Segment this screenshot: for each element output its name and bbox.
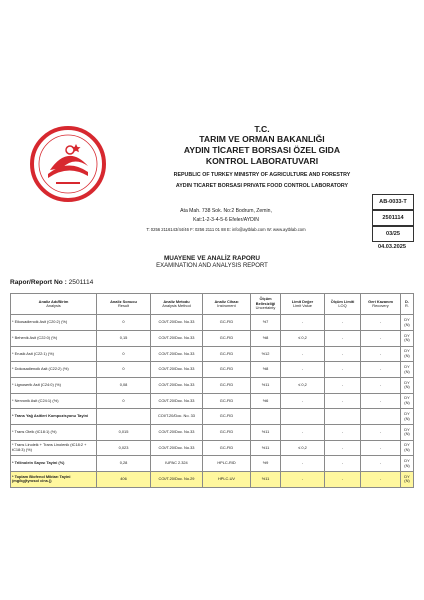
column-header-tr: Ölçüm Belirsizliği	[255, 296, 276, 306]
cell-uncertainty: %6	[251, 393, 281, 409]
cell-limit: -	[281, 393, 325, 409]
address-line-3: T: 0256 2116143/44/46 F: 0256 2111 01 88 E: info@aytblab.com W: www.aytblab.com	[146, 227, 306, 232]
column-header	[325, 294, 361, 315]
header-tc: T.C.	[254, 124, 270, 134]
cell-result: 0,15	[97, 330, 151, 346]
cell-recovery: -	[361, 377, 401, 393]
address-line-1: Ata Mah. 738 Sok. No:2 Bodrum, Zemin,	[180, 208, 272, 214]
column-header	[11, 294, 97, 315]
report-date: 04.03.2025	[378, 244, 406, 250]
column-header-en: Result	[117, 303, 130, 309]
cell-instrument: GC-FID	[203, 425, 251, 441]
cell-uncertainty: %11	[251, 472, 281, 488]
cell-recovery: -	[361, 425, 401, 441]
cell-result: 0	[97, 362, 151, 378]
cell-name: * Erusik Asit (C22:1) (%)	[11, 346, 97, 362]
cell-d: DY (N)	[401, 330, 414, 346]
cell-d: DY (N)	[401, 425, 414, 441]
cell-d: DY (N)	[401, 472, 414, 488]
cell-method: COI/T.20/Doc. No.33	[151, 377, 203, 393]
cell-recovery: -	[361, 393, 401, 409]
table-row	[11, 377, 414, 393]
column-header	[97, 294, 151, 315]
cell-result: 0,08	[97, 377, 151, 393]
report-title-en: EXAMINATION AND ANALYSIS REPORT	[156, 263, 268, 269]
cell-result: 0	[97, 393, 151, 409]
report-title: MUAYENE VE ANALİZ RAPORU	[163, 255, 261, 262]
cell-recovery: -	[361, 315, 401, 331]
cell-instrument: GC-FID	[203, 362, 251, 378]
cell-method: COI/T.20/Doc. No.33	[151, 315, 203, 331]
header-ministry-en: REPUBLIC OF TURKEY MINISTRY OF AGRICULTURE AND FORESTRY	[173, 172, 351, 178]
column-header	[151, 294, 203, 315]
cell-d: DY (N)	[401, 377, 414, 393]
cell-recovery: -	[361, 346, 401, 362]
column-header-tr: D.	[405, 298, 409, 304]
cell-limit: -	[281, 425, 325, 441]
cell-loq	[325, 409, 361, 425]
column-header-tr: Ölçüm Limiti	[330, 298, 355, 304]
column-header-tr: Limit Değer	[291, 298, 314, 304]
column-header-en: Uncertainty	[255, 305, 276, 311]
cell-instrument: GC-FID	[203, 377, 251, 393]
cell-d: DY (N)	[401, 409, 414, 425]
cell-name: * Trans Linoleik + Trans Linolenik (tC18:2 + tC18:3) (%)	[11, 440, 97, 456]
cell-result: 0,023	[97, 440, 151, 456]
cell-name: * Nervonik Asit (C24:1) (%)	[11, 393, 97, 409]
cell-name: * Lignoserik Asit (C24:0) (%)	[11, 377, 97, 393]
cell-d: DY (N)	[401, 393, 414, 409]
table-row	[11, 393, 414, 409]
cell-uncertainty: %8	[251, 330, 281, 346]
table-row	[11, 409, 414, 425]
cell-loq: -	[325, 425, 361, 441]
cell-instrument: GC-FID	[203, 315, 251, 331]
cell-recovery: -	[361, 472, 401, 488]
column-header	[361, 294, 401, 315]
column-header-en: Analysis	[46, 303, 61, 309]
ministry-logo	[30, 126, 106, 202]
table-row	[11, 425, 414, 441]
cell-loq: -	[325, 315, 361, 331]
cell-d: DY (N)	[401, 346, 414, 362]
column-header-tr: Analiz Adı/Birim	[38, 298, 69, 304]
cell-method: COI/T.20/Doc. No.33	[151, 425, 203, 441]
cell-limit: ≤ 0,2	[281, 330, 325, 346]
cell-loq: -	[325, 440, 361, 456]
header-exchange: AYDIN TİCARET BORSASI ÖZEL GIDA	[183, 145, 341, 155]
cell-method: IUPAC 2.324	[151, 456, 203, 472]
table-row	[11, 472, 414, 488]
cell-method: COI/T.20/Doc. No.33	[151, 346, 203, 362]
cell-instrument: GC-FID	[203, 346, 251, 362]
cell-recovery: -	[361, 456, 401, 472]
cell-instrument: GC-FID	[203, 330, 251, 346]
cell-loq: -	[325, 472, 361, 488]
cell-d: DY (N)	[401, 315, 414, 331]
cell-loq: -	[325, 330, 361, 346]
cell-d: DY (N)	[401, 362, 414, 378]
column-header	[203, 294, 251, 315]
cell-limit: -	[281, 346, 325, 362]
cell-name: * Trilinolein Sayısı Tayini (%)	[11, 456, 97, 472]
cell-name: * Dokosadienoik Asit (C22:2) (%)	[11, 362, 97, 378]
table-header-row	[11, 294, 414, 315]
column-header	[281, 294, 325, 315]
cell-recovery	[361, 409, 401, 425]
cell-method: COI/T.20/Doc. No.33	[151, 393, 203, 409]
cell-name: * Behenik Asit (C22:0) (%)	[11, 330, 97, 346]
cell-instrument: HPLC-UV	[203, 472, 251, 488]
report-number-line	[10, 279, 93, 286]
cell-recovery: -	[361, 330, 401, 346]
cell-loq: -	[325, 393, 361, 409]
cell-instrument: GC-FID	[203, 409, 251, 425]
column-header-en: Analysis Method	[162, 303, 191, 309]
column-header-en: Instrument	[217, 303, 236, 309]
table-row	[11, 330, 414, 346]
form-code: AB-0033-T	[372, 194, 414, 210]
cell-method: COI/T.20/Doc. No.33	[151, 440, 203, 456]
column-header-tr: Analiz Cihazı	[214, 298, 239, 304]
cell-method: COI/T.20/Doc. No.33	[151, 330, 203, 346]
column-header-en: Limit Value	[293, 303, 312, 309]
cell-result: 0,015	[97, 425, 151, 441]
cell-loq: -	[325, 456, 361, 472]
cell-result: 406	[97, 472, 151, 488]
column-header	[251, 294, 281, 315]
cell-name: * Eikosadienoik Asit (C20:2) (%)	[11, 315, 97, 331]
column-header-tr: Geri Kazanım	[368, 298, 393, 304]
header-ministry: TARIM VE ORMAN BAKANLIĞI	[199, 134, 325, 144]
column-header-tr: Analiz Metodu	[163, 298, 190, 304]
cell-d: DY (N)	[401, 440, 414, 456]
header-lab-en: AYDIN TICARET BORSASI PRIVATE FOOD CONTROL LABORATORY	[175, 183, 349, 189]
cell-method: COI/T.20/Doc. No. 33	[151, 409, 203, 425]
cell-uncertainty: %11	[251, 440, 281, 456]
cell-name: * Trans Yağ Asitleri Kompozisyonu Tayini	[11, 409, 97, 425]
cell-loq: -	[325, 346, 361, 362]
cell-instrument: HPLC-RID	[203, 456, 251, 472]
cell-result: 0,28	[97, 456, 151, 472]
table-row	[11, 315, 414, 331]
cell-uncertainty: %12	[251, 346, 281, 362]
cell-method: COI/T.20/Doc. No.33	[151, 362, 203, 378]
table-row	[11, 346, 414, 362]
cell-uncertainty	[251, 409, 281, 425]
cell-instrument: GC-FID	[203, 393, 251, 409]
address-line-2: Kat:1-2-3-4-5-6 Efeler/AYDIN	[193, 217, 259, 223]
table-row	[11, 456, 414, 472]
cell-result	[97, 409, 151, 425]
cell-name: * Toplam Biofenol Miktarı Tayini (mg/kg(tyrosol cins.))	[11, 472, 97, 488]
cell-limit	[281, 409, 325, 425]
cell-limit: -	[281, 472, 325, 488]
column-header-tr: Analiz Sonucu	[110, 298, 137, 304]
cell-d: DY (N)	[401, 456, 414, 472]
table-row	[11, 440, 414, 456]
cell-recovery: -	[361, 362, 401, 378]
report-number-label: Rapor/Report No :	[10, 279, 67, 286]
cell-limit: -	[281, 315, 325, 331]
cell-uncertainty: %11	[251, 377, 281, 393]
column-header	[401, 294, 414, 315]
cell-uncertainty: %11	[251, 425, 281, 441]
revision-code: 03/25	[372, 226, 414, 242]
column-header-en: R.	[405, 303, 409, 309]
cell-result: 0	[97, 315, 151, 331]
cell-method: COI/T.20/Doc. No.29	[151, 472, 203, 488]
results-table	[10, 293, 414, 488]
cell-loq: -	[325, 377, 361, 393]
cell-limit: ≤ 0,2	[281, 440, 325, 456]
cell-recovery: -	[361, 440, 401, 456]
column-header-en: LOQ	[338, 303, 347, 309]
cell-name: * Trans Oleik (tC18:1) (%)	[11, 425, 97, 441]
cell-limit: -	[281, 456, 325, 472]
cell-loq: -	[325, 362, 361, 378]
cell-uncertainty: %8	[251, 362, 281, 378]
header-lab: KONTROL LABORATUVARI	[205, 156, 319, 166]
column-header-en: Recovery	[372, 303, 389, 309]
cell-limit: ≤ 0,2	[281, 377, 325, 393]
cell-uncertainty: %7	[251, 315, 281, 331]
cell-limit: -	[281, 362, 325, 378]
table-row	[11, 362, 414, 378]
cell-instrument: GC-FID	[203, 440, 251, 456]
report-code: 2501114	[372, 210, 414, 226]
cell-uncertainty: %9	[251, 456, 281, 472]
cell-result: 0	[97, 346, 151, 362]
report-number-value: 2501114	[68, 279, 94, 286]
